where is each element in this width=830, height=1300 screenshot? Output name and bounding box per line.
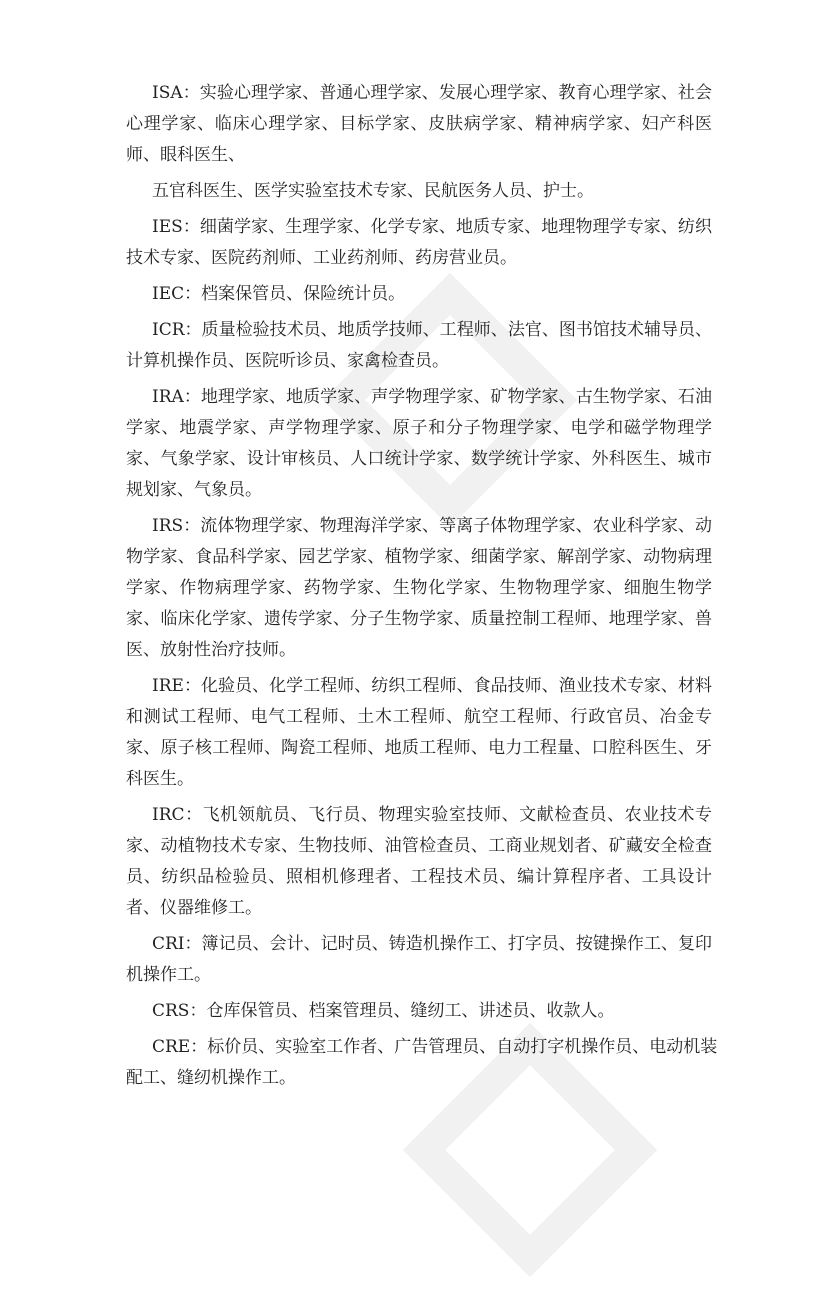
occupation-paragraph	[126, 996, 712, 1027]
text-line: 学家、作物病理学家、药物学家、生物化学家、生物物理学家、细胞生物学	[126, 578, 712, 598]
text-line: IRC：飞机领航员、飞行员、物理实验室技师、文献检查员、农业技术专	[152, 805, 712, 825]
text-line: 师、眼科医生、	[126, 145, 245, 165]
text-line: 家、气象学家、设计审核员、人口统计学家、数学统计学家、外科医生、城市	[126, 449, 712, 469]
text-line: 学家、地震学家、声学物理学家、原子和分子物理学家、电学和磁学物理学	[126, 418, 712, 438]
text-line: CRE：标价员、实验室工作者、广告管理员、自动打字机操作员、电动机装	[152, 1037, 718, 1057]
occupation-paragraph	[126, 382, 712, 506]
text-line: 和测试工程师、电气工程师、土木工程师、航空工程师、行政官员、冶金专	[126, 707, 712, 727]
text-line: IRS：流体物理学家、物理海洋学家、等离子体物理学家、农业科学家、动	[152, 516, 712, 536]
occupation-paragraph	[126, 800, 712, 924]
text-line: 员、纺织品检验员、照相机修理者、工程技术员、编计算程序者、工具设计	[126, 867, 712, 887]
text-line: IRA：地理学家、地质学家、声学物理学家、矿物学家、古生物学家、石油	[152, 387, 712, 407]
text-line: 配工、缝纫机操作工。	[126, 1068, 296, 1088]
occupation-paragraph	[126, 78, 712, 171]
text-line: 机操作工。	[126, 965, 211, 985]
occupation-paragraph	[126, 671, 712, 795]
text-line: 家、动植物技术专家、生物技师、油管检查员、工商业规划者、矿藏安全检查	[126, 836, 712, 856]
occupation-paragraph	[126, 511, 712, 666]
text-line: IEC：档案保管员、保险统计员。	[152, 284, 406, 304]
text-line: IRE：化验员、化学工程师、纺织工程师、食品技师、渔业技术专家、材料	[152, 676, 712, 696]
text-line: 规划家、气象员。	[126, 480, 262, 500]
text-line: 计算机操作员、医院听诊员、家禽检查员。	[126, 351, 449, 371]
text-line: 心理学家、临床心理学家、目标学家、皮肤病学家、精神病学家、妇产科医	[126, 114, 712, 134]
text-line: 医、放射性治疗技师。	[126, 640, 296, 660]
text-line: 科医生。	[126, 769, 194, 789]
occupation-paragraph	[126, 1032, 718, 1094]
text-line: 家、临床化学家、遗传学家、分子生物学家、质量控制工程师、地理学家、兽	[126, 609, 712, 629]
text-line: CRI：簿记员、会计、记时员、铸造机操作工、打字员、按键操作工、复印	[152, 934, 712, 954]
text-line: 技术专家、医院药剂师、工业药剂师、药房营业员。	[126, 248, 517, 268]
text-line: 物学家、食品科学家、园艺学家、植物学家、细菌学家、解剖学家、动物病理	[126, 547, 712, 567]
text-line: ICR：质量检验技术员、地质学技师、工程师、法官、图书馆技术辅导员、	[152, 320, 712, 340]
occupation-paragraph	[126, 279, 712, 310]
text-line: ISA：实验心理学家、普通心理学家、发展心理学家、教育心理学家、社会	[152, 83, 712, 103]
text-line: CRS：仓库保管员、档案管理员、缝纫工、讲述员、收款人。	[152, 1001, 615, 1021]
occupation-paragraph	[126, 212, 712, 274]
occupation-paragraph	[126, 176, 712, 207]
text-line: 者、仪器维修工。	[126, 898, 262, 918]
text-line: IES：细菌学家、生理学家、化学专家、地质专家、地理物理学专家、纺织	[152, 217, 712, 237]
text-line: 家、原子核工程师、陶瓷工程师、地质工程师、电力工程量、口腔科医生、牙	[126, 738, 712, 758]
text-line: 五官科医生、医学实验室技术专家、民航医务人员、护士。	[152, 181, 594, 201]
document-body	[126, 78, 718, 1099]
occupation-paragraph	[126, 315, 712, 377]
occupation-paragraph	[126, 929, 712, 991]
